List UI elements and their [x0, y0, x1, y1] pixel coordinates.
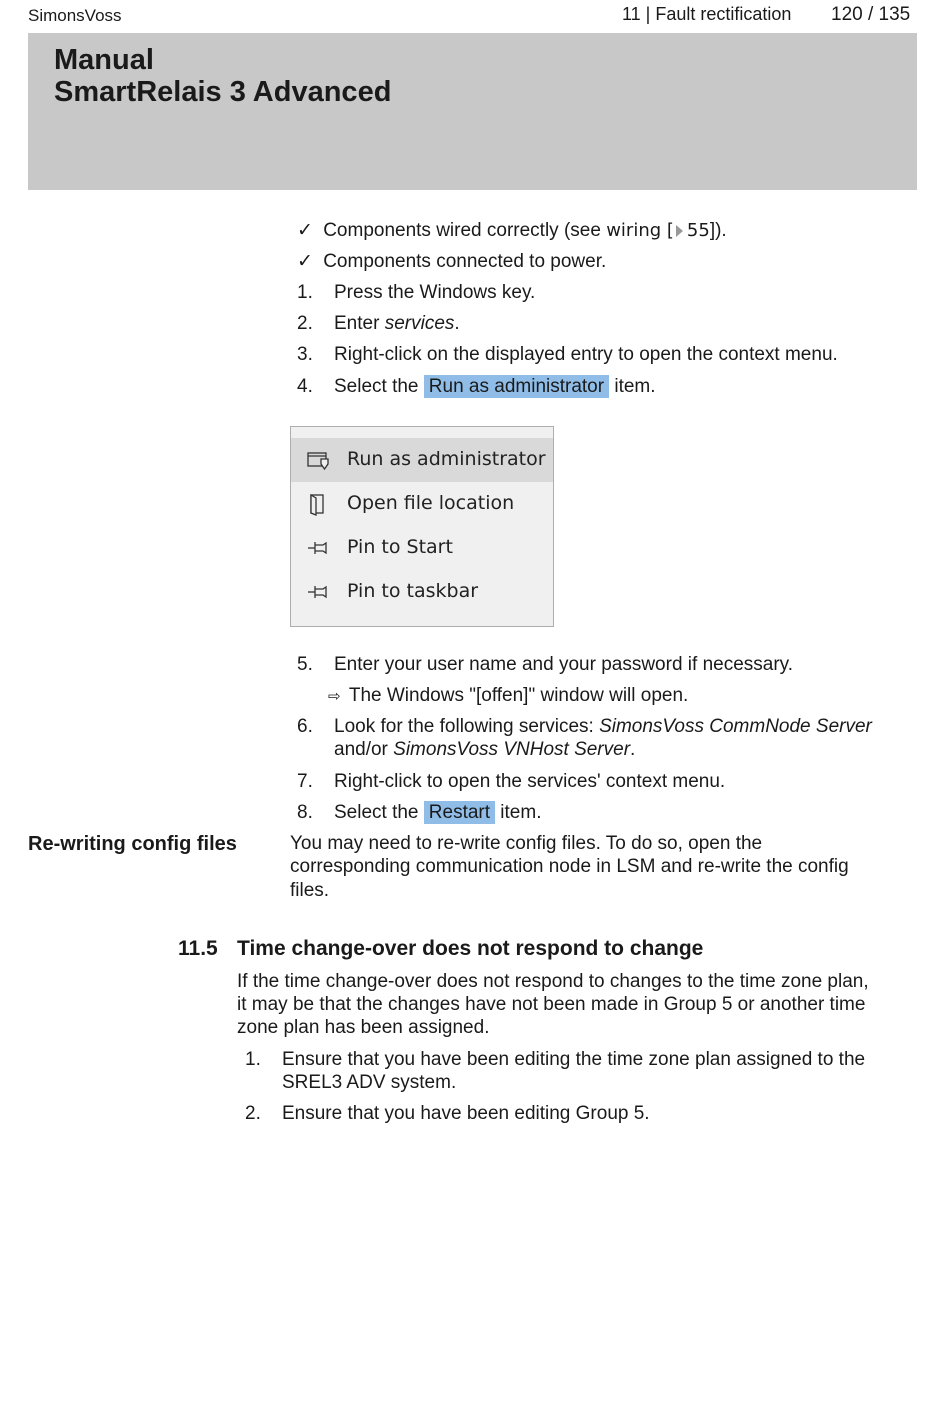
list-item [297, 770, 726, 793]
menu-item-open-file-location[interactable] [291, 482, 553, 526]
page-number: 120 / 135 [831, 4, 911, 25]
chapter-label: 11 | Fault rectification [622, 4, 792, 24]
step-number: 4. [297, 376, 313, 397]
list-item [297, 281, 536, 304]
step-number: 5. [297, 654, 313, 675]
context-menu [290, 426, 554, 627]
list-item [297, 801, 542, 824]
pin-icon [307, 538, 333, 558]
prereq-text: Components wired correctly (see [323, 220, 607, 241]
step-text: Right-click on the displayed entry to open the context menu. [334, 344, 838, 365]
step-text: Select the Run as administrator item. [334, 376, 656, 397]
step-number: 2. [245, 1103, 261, 1124]
manual-title: Manual [54, 44, 154, 76]
step-text: Ensure that you have been editing Group 5. [282, 1103, 650, 1124]
paragraph-line: it may be that the changes have not been made in Group 5 or another time [237, 994, 866, 1015]
list-item [245, 1102, 650, 1125]
side-heading: Re-writing config files [28, 833, 237, 855]
paragraph-line: You may need to re-write config files. To do so, open the [290, 833, 763, 854]
step-text-continued: and/or SimonsVoss VNHost Server. [334, 739, 636, 760]
restart-highlight: Restart [424, 801, 495, 824]
step-text: Look for the following services: SimonsVoss CommNode Server [334, 716, 872, 737]
product-title: SmartRelais 3 Advanced [54, 76, 392, 108]
list-item [297, 653, 794, 676]
page-ref[interactable]: 55 [686, 220, 710, 241]
ref-bracket: [ [661, 220, 674, 241]
step-number: 6. [297, 716, 313, 737]
result-arrow-icon: ⇨ [328, 688, 341, 705]
menu-item-pin-to-taskbar[interactable] [291, 570, 553, 614]
list-item [245, 1048, 866, 1071]
step-text: Ensure that you have been editing the time zone plan assigned to the [282, 1049, 866, 1070]
paragraph-line: If the time change-over does not respond to changes to the time zone plan, [237, 971, 869, 992]
paragraph-line: zone plan has been assigned. [237, 1017, 490, 1038]
prereq-item [297, 219, 727, 242]
list-item [297, 715, 872, 738]
brand-name: SimonsVoss [28, 6, 122, 25]
section-number: 11.5 [178, 937, 218, 960]
step-number: 3. [297, 344, 313, 365]
prereq-item [297, 250, 606, 273]
step-text: Right-click to open the services' context menu. [334, 771, 726, 792]
prereq-after: ]). [709, 220, 727, 241]
step-number: 2. [297, 313, 313, 334]
section-title: Time change-over does not respond to change [237, 937, 704, 960]
check-icon: ✓ [297, 220, 313, 241]
step-text: Select the Restart item. [334, 802, 542, 823]
list-item [297, 312, 460, 335]
step-text-continued: SREL3 ADV system. [282, 1072, 457, 1093]
menu-item-run-as-admin[interactable] [291, 438, 553, 482]
page-ref-arrow-icon [676, 225, 683, 237]
menu-item-label: Pin to Start [347, 536, 453, 558]
title-banner [28, 33, 917, 190]
step-number: 7. [297, 771, 313, 792]
shield-admin-icon [307, 450, 333, 470]
result-text: The Windows "[offen]" window will open. [348, 685, 689, 706]
step-text: Enter services. [334, 313, 460, 334]
menu-item-pin-to-start[interactable] [291, 526, 553, 570]
wiring-link[interactable]: wiring [606, 220, 662, 241]
pin-icon [307, 582, 333, 602]
list-item [297, 343, 838, 366]
paragraph-line: corresponding communication node in LSM and re-write the config [290, 856, 849, 877]
prereq-text: Components connected to power. [323, 251, 607, 272]
step-number: 1. [297, 282, 313, 303]
file-location-icon [307, 494, 333, 514]
step-text: Press the Windows key. [334, 282, 536, 303]
list-item [297, 375, 656, 398]
paragraph-line: files. [290, 880, 330, 901]
menu-item-label: Open file location [347, 492, 515, 514]
step-number: 1. [245, 1049, 261, 1070]
step-number: 8. [297, 802, 313, 823]
step-text: Enter your user name and your password if necessary. [334, 654, 794, 675]
result-item [328, 684, 688, 708]
menu-item-label: Run as administrator [347, 448, 546, 470]
run-as-admin-highlight: Run as administrator [424, 375, 609, 398]
check-icon: ✓ [297, 251, 313, 272]
menu-item-label: Pin to taskbar [347, 580, 479, 602]
